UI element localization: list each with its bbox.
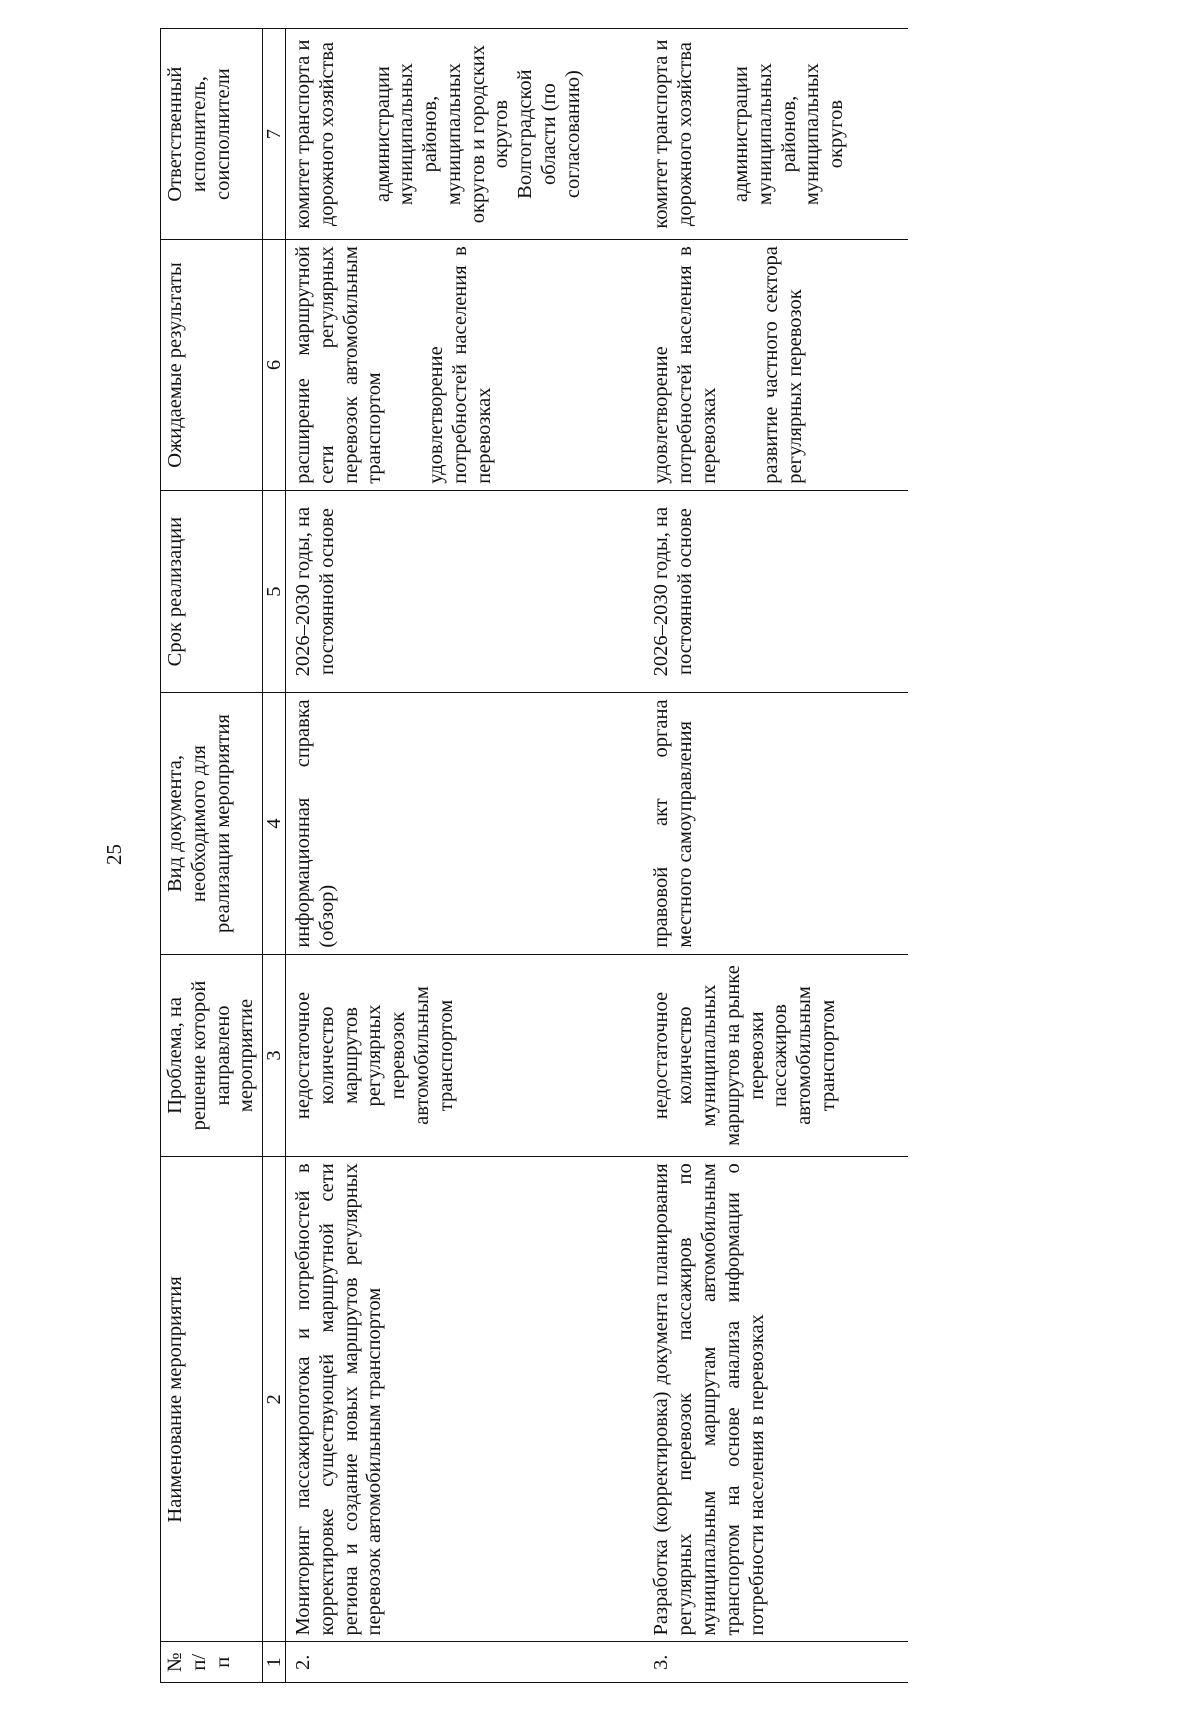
header-document-type: Вид документа, необходимого для реализации мероприятия xyxy=(161,693,263,954)
expected-results xyxy=(644,240,851,491)
responsible-item: комитет транспорта и дорожного хозяйства xyxy=(650,39,697,229)
responsible-cell xyxy=(286,29,589,240)
header-number: № п/п xyxy=(161,1642,263,1683)
result-item: удовлетворение потребностей населения в перевозках xyxy=(425,246,495,484)
column-number: 3 xyxy=(263,954,286,1157)
column-number: 6 xyxy=(263,240,286,491)
responsible-item: комитет транспорта и дорожного хозяйства xyxy=(292,39,338,229)
problem-text: недостаточное количество муниципальных маршрутов на рынке перевозки пассажиров автомобильным транспортом xyxy=(644,954,851,1157)
document-type: правовой акт органа местного самоуправления xyxy=(644,693,851,954)
expected-results xyxy=(286,240,589,491)
table-header-row xyxy=(161,29,263,1683)
row-number: 3. xyxy=(644,1642,851,1683)
row-spacer xyxy=(588,29,644,1683)
activity-name: Мониторинг пассажиропотока и потребностей в корректировке существующей маршрутной сети региона и создание новых маршрутов регулярных перевозок автомобильным транспортом xyxy=(286,1157,589,1642)
header-problem: Проблема, на решение которой направлено мероприятие xyxy=(161,954,263,1157)
header-expected-results: Ожидаемые результаты xyxy=(161,240,263,491)
column-number: 5 xyxy=(263,490,286,693)
result-item: расширение маршрутной сети регулярных перевозок автомобильным транспортом xyxy=(292,246,386,484)
table-row xyxy=(644,29,851,1683)
responsible-item: администрации муниципальных районов, муниципальных округов и городских округов Волгоградской области (по согласованию) xyxy=(371,44,584,224)
document-type: информационная справка (обзор) xyxy=(286,693,589,954)
row-spacer xyxy=(852,29,908,1683)
column-number-row xyxy=(263,29,286,1683)
column-number: 4 xyxy=(263,693,286,954)
column-number: 2 xyxy=(263,1157,286,1642)
header-responsible: Ответственный исполнитель, соисполнители xyxy=(161,29,263,240)
header-activity-name: Наименование мероприятия xyxy=(161,1157,263,1642)
rotated-table-wrapper xyxy=(160,28,1150,1683)
term-text: 2026–2030 годы, на постоянной основе xyxy=(644,490,851,693)
problem-text: недостаточное количество маршрутов регулярных перевозок автомобильным транспортом xyxy=(286,954,589,1157)
table-row xyxy=(286,29,589,1683)
activity-name: Разработка (корректировка) документа планирования регулярных перевозок пассажиров по муниципальным маршрутам автомобильным транспортом на основе анализа информации о потребности населения в перевозках xyxy=(644,1157,851,1642)
page-number: 25 xyxy=(102,844,126,865)
responsible-cell xyxy=(644,29,851,240)
header-term: Срок реализации xyxy=(161,490,263,693)
term-text: 2026–2030 годы, на постоянной основе xyxy=(286,490,589,693)
column-number: 7 xyxy=(263,29,286,240)
result-item: развитие частного сектора регулярных перевозок xyxy=(759,246,806,484)
row-number: 2. xyxy=(286,1642,589,1683)
activities-table xyxy=(160,28,908,1683)
responsible-item: администрации муниципальных районов, муниципальных округов xyxy=(730,63,848,206)
column-number: 1 xyxy=(263,1642,286,1683)
result-item: удовлетворение потребностей населения в перевозках xyxy=(650,246,721,484)
